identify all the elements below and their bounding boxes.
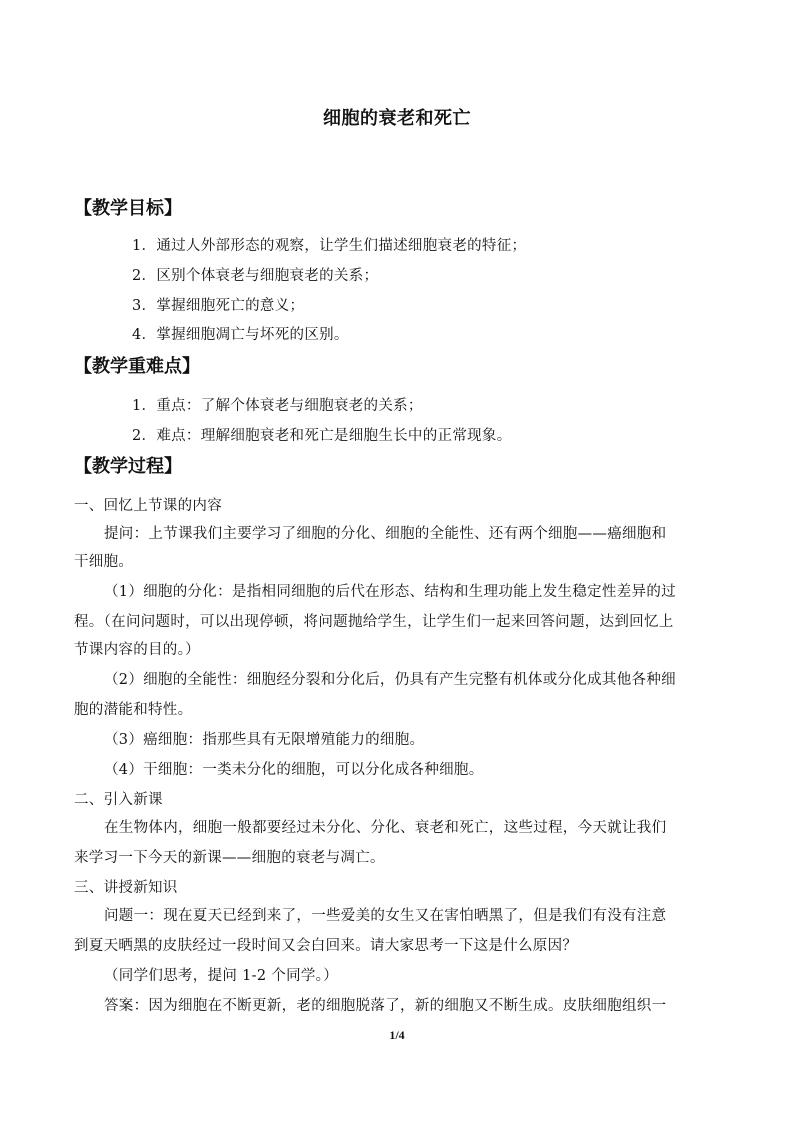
section-heading-objectives: 【教学目标】	[74, 198, 182, 219]
paragraph-line: 在生物体内，细胞一般都要经过未分化、分化、衰老和死亡，这些过程，今天就让我们	[104, 820, 667, 836]
page-number: 1/4	[389, 1028, 405, 1042]
objective-item: 2．区别个体衰老与细胞衰老的关系；	[132, 268, 379, 284]
paragraph-line: 问题一：现在夏天已经到来了，一些爱美的女生又在害怕晒黑了，但是我们有没有注意	[104, 908, 667, 924]
section-heading-process: 【教学过程】	[74, 456, 182, 477]
paragraph-line: 干细胞。	[74, 554, 134, 570]
page-title: 细胞的衰老和死亡	[323, 108, 471, 129]
paragraph-line: （3）癌细胞：指那些具有无限增殖能力的细胞。	[104, 732, 425, 748]
paragraph-line: （2）细胞的全能性：细胞经分裂和分化后，仍具有产生完整有机体或分化成其他各种细	[104, 672, 676, 688]
paragraph-line: （4）干细胞：一类未分化的细胞，可以分化成各种细胞。	[104, 762, 484, 778]
keypoint-item: 1．重点：了解个体衰老与细胞衰老的关系；	[132, 398, 423, 414]
paragraph-line: 提问：上节课我们主要学习了细胞的分化、细胞的全能性、还有两个细胞——癌细胞和	[104, 526, 667, 542]
paragraph-line: 来学习一下今天的新课——细胞的衰老与凋亡。	[74, 850, 385, 866]
process-heading-2: 二、引入新课	[74, 792, 163, 808]
paragraph-line: 节课内容的目的。）	[74, 642, 200, 658]
paragraph-line: 到夏天晒黑的皮肤经过一段时间又会白回来。请大家思考一下这是什么原因？	[74, 938, 578, 954]
paragraph-line: （同学们思考，提问 1-2 个同学。）	[104, 968, 339, 984]
paragraph-line: 答案：因为细胞在不断更新，老的细胞脱落了，新的细胞又不断生成。皮肤细胞组织一	[104, 998, 667, 1014]
process-heading-1: 一、回忆上节课的内容	[74, 498, 222, 514]
objective-item: 1．通过人外部形态的观察，让学生们描述细胞衰老的特征；	[132, 238, 527, 254]
objective-item: 4．掌握细胞凋亡与坏死的区别。	[132, 327, 349, 343]
paragraph-line: 程。（在问问题时，可以出现停顿，将问题抛给学生，让学生们一起来回答问题，达到回忆上	[74, 614, 674, 630]
section-heading-keypoints: 【教学重难点】	[74, 356, 200, 377]
paragraph-line: 胞的潜能和特性。	[74, 702, 193, 718]
paragraph-line: （1）细胞的分化：是指相同细胞的后代在形态、结构和生理功能上发生稳定性差异的过	[104, 584, 676, 600]
keypoint-item: 2．难点：理解细胞衰老和死亡是细胞生长中的正常现象。	[132, 428, 512, 444]
process-heading-3: 三、讲授新知识	[74, 880, 178, 896]
objective-item: 3．掌握细胞死亡的意义；	[132, 298, 305, 314]
